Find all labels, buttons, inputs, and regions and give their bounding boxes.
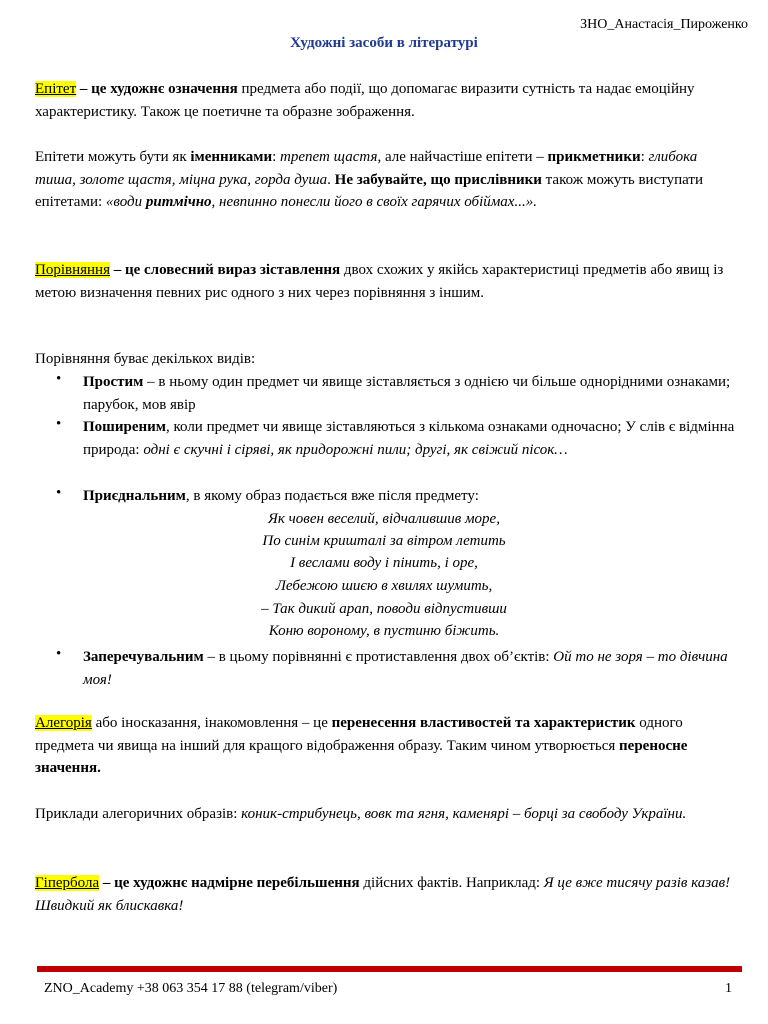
poem-line: – Так дикий арап, поводи відпустивши [261, 601, 507, 617]
bold-text: Заперечувальним [83, 649, 204, 665]
bullet-icon: • [56, 416, 62, 432]
paragraph-epithet-types [35, 146, 740, 214]
list-item-attached [83, 485, 743, 508]
bullet-icon: • [56, 646, 62, 662]
bold-text: прикметники [547, 149, 641, 165]
poem-line: І веслами воду і пінить, і оре, [290, 555, 478, 571]
list-item-extended [83, 416, 743, 461]
bold-text: надмірне перебільшення [191, 875, 360, 891]
italic-text: глибока тиша, золоте щастя, міцна рука, горда душа [35, 149, 698, 188]
paragraph-comparison [35, 259, 740, 304]
document-title: Художні засоби в літературі [290, 35, 478, 51]
header-author: ЗНО_Анастасія_Пироженко [580, 17, 748, 32]
bold-italic-text: ритмічно [145, 194, 212, 210]
footer-contact: ZNO_Academy +38 063 354 17 88 (telegram/viber) [44, 981, 338, 996]
bold-text: перенесення властивостей та характеристик [331, 715, 636, 731]
text: , але найчастіше епітети – [377, 149, 548, 165]
text: : [272, 149, 281, 165]
italic-text: Я це вже тисячу разів казав! Швидкий як блискавка! [35, 875, 731, 914]
text: , коли предмет чи явище зіставляються з кількома ознаками одночасно; У слів є відмінна природа: [83, 419, 735, 458]
footer-divider [37, 966, 742, 972]
text: – це художнє [76, 81, 169, 97]
bold-text: переносне значення. [35, 737, 688, 776]
paragraph-epithet [35, 78, 740, 123]
text: – в ньому один предмет чи явище зіставляється з однією чи більше однорідними ознаками; парубок, мов явір [83, 374, 731, 413]
poem-line: Коню вороному, в пустиню біжить. [268, 623, 500, 639]
poem-line: Як човен веселий, відчалившив море, [268, 511, 500, 527]
term-epithet: Епітет [35, 81, 77, 97]
term-allegory: Алегорія [35, 715, 92, 731]
paragraph-allegory [35, 712, 740, 780]
text: . [327, 171, 335, 188]
text: Епітети можуть бути як [35, 149, 191, 165]
text: : [640, 149, 649, 165]
term-comparison: Порівняння [35, 262, 110, 278]
paragraph-hyperbole [35, 872, 740, 917]
text: – це словесний вираз [109, 262, 260, 278]
bold-text: зіставлення [259, 262, 341, 278]
page-number: 1 [725, 981, 732, 996]
list-item-simple [83, 371, 743, 416]
text: дійсних фактів. Наприклад: [359, 875, 544, 891]
text: , в якому образ подається вже після предмету: [185, 488, 479, 504]
bold-text: Простим [83, 374, 144, 390]
text: також можуть виступати епітетами: [35, 171, 703, 210]
poem-line: Лебежою шиєю в хвилях шумить, [275, 578, 493, 594]
bold-text: Поширеним [83, 419, 166, 435]
bold-text: іменниками [190, 149, 273, 165]
text: або іносказання, інакомовлення – це [91, 715, 332, 731]
text: двох схожих у якійсь характеристиці предметів або явищ із метою визначення певних рис одного з них через порівняння з іншим. [35, 262, 724, 301]
italic-text: одні є скучні і сіряві, як придорожні пили; другі, як свіжий пісок… [143, 441, 568, 458]
bullet-icon: • [56, 371, 62, 387]
paragraph-allegory-examples [35, 803, 740, 826]
text: – це художнє [99, 875, 192, 891]
list-item-negative [83, 646, 743, 691]
italic-text: «води [105, 194, 146, 210]
text: Приклади алегоричних образів: [35, 806, 242, 822]
italic-text: трепет щастя [280, 149, 378, 165]
text: предмета або події, що допомагає виразити сутність та надає емоційну характеристику. Також це поетичне та образне зображення. [35, 81, 695, 120]
term-hyperbole: Гіпербола [35, 875, 100, 891]
bold-text: Не забувайте, що прислівники [334, 171, 542, 188]
italic-text: , невпинно понесли його в своїх гарячих обіймах...». [211, 194, 537, 210]
text: одного предмета чи явища на інший для кращого відображення образу. Таким чином утворюється [35, 715, 683, 754]
italic-text: коник-стрибунець, вовк та ягня, каменярі – борці за свободу України. [241, 806, 687, 822]
bullet-icon: • [56, 485, 62, 501]
italic-text: Ой то не зоря – то дівчина моя! [83, 649, 728, 688]
bold-text: означення [168, 81, 238, 97]
poem-line: По синім кришталі за вітром летить [262, 533, 506, 549]
bold-text: Приєднальним [83, 488, 186, 504]
comparison-types-intro: Порівняння буває декількох видів: [35, 351, 256, 367]
text: – в цьому порівнянні є протиставлення двох об’єктів: [203, 649, 554, 665]
